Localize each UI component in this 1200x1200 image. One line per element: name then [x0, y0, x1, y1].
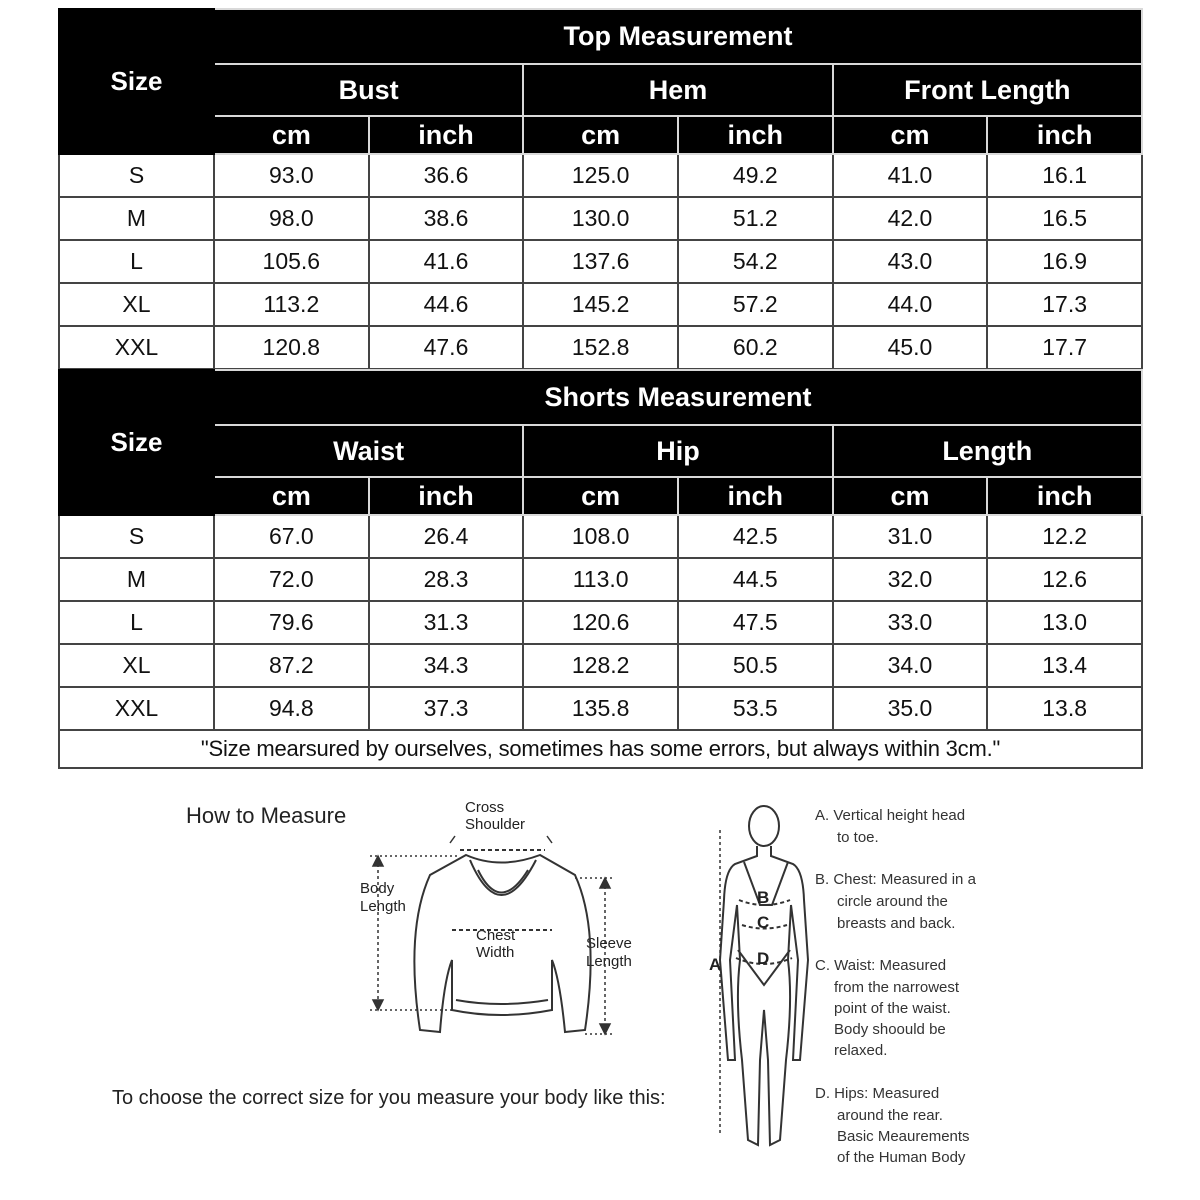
measurement-cell: 108.0	[523, 515, 678, 558]
marker-d: D	[757, 949, 770, 968]
unit-row	[59, 477, 1142, 515]
measurement-cell: 53.5	[678, 687, 833, 730]
unit-header: inch	[987, 116, 1142, 154]
group-header: Hip	[523, 425, 832, 477]
measurement-cell: 13.4	[987, 644, 1142, 687]
definition-line: relaxed.	[834, 1042, 888, 1059]
measurement-cell: 31.3	[369, 601, 524, 644]
body-length-label: Body	[360, 880, 395, 897]
measurement-cell: 47.5	[678, 601, 833, 644]
unit-header: inch	[678, 477, 833, 515]
measurement-cell: 130.0	[523, 197, 678, 240]
unit-header: cm	[833, 116, 988, 154]
group-header: Front Length	[833, 64, 1142, 116]
top-measurement-table	[58, 8, 1143, 370]
measurement-cell: 42.0	[833, 197, 988, 240]
measurement-cell: 94.8	[214, 687, 369, 730]
size-cell: XL	[59, 283, 214, 326]
chest-width-label: Chest	[476, 927, 516, 944]
measurement-cell: 16.5	[987, 197, 1142, 240]
choose-size-text: To choose the correct size for you measure your body like this:	[112, 1087, 666, 1109]
definition-line: of the Human Body	[837, 1149, 966, 1166]
shorts-body	[59, 515, 1142, 730]
chest-width-label: Width	[476, 944, 515, 961]
body-length-label: Length	[360, 898, 406, 915]
size-cell: M	[59, 197, 214, 240]
unit-row	[59, 116, 1142, 154]
measurement-cell: 98.0	[214, 197, 369, 240]
size-header: Size	[59, 370, 214, 515]
measurement-cell: 13.8	[987, 687, 1142, 730]
table-title: Top Measurement	[214, 9, 1142, 64]
marker-a: A	[709, 955, 722, 974]
size-cell: S	[59, 515, 214, 558]
measurement-cell: 145.2	[523, 283, 678, 326]
measurement-cell: 72.0	[214, 558, 369, 601]
definition-line: to toe.	[837, 829, 879, 846]
measurement-cell: 41.0	[833, 154, 988, 197]
measurement-cell: 16.1	[987, 154, 1142, 197]
size-cell: L	[59, 240, 214, 283]
table-title: Shorts Measurement	[214, 370, 1142, 425]
measurement-cell: 31.0	[833, 515, 988, 558]
sleeve-length-label: Sleeve	[586, 935, 632, 952]
measurement-cell: 60.2	[678, 326, 833, 369]
body-figure	[720, 806, 808, 1145]
table-row	[59, 515, 1142, 558]
measurement-cell: 135.8	[523, 687, 678, 730]
definition-line: D. Hips: Measured	[815, 1085, 940, 1102]
measurement-cell: 44.6	[369, 283, 524, 326]
table-row	[59, 558, 1142, 601]
unit-header: cm	[523, 116, 678, 154]
unit-header: inch	[369, 116, 524, 154]
measurement-cell: 44.5	[678, 558, 833, 601]
table-row	[59, 283, 1142, 326]
unit-header: inch	[678, 116, 833, 154]
measurement-cell: 113.2	[214, 283, 369, 326]
measurement-cell: 87.2	[214, 644, 369, 687]
definition-line: circle around the	[837, 893, 948, 910]
measurement-cell: 41.6	[369, 240, 524, 283]
cross-shoulder-label: Cross	[465, 799, 505, 816]
guide-title: How to Measure	[186, 803, 347, 828]
measurement-cell: 12.6	[987, 558, 1142, 601]
measurement-cell: 57.2	[678, 283, 833, 326]
measurement-cell: 36.6	[369, 154, 524, 197]
measurement-cell: 12.2	[987, 515, 1142, 558]
measurement-cell: 26.4	[369, 515, 524, 558]
measurement-cell: 17.7	[987, 326, 1142, 369]
measurement-cell: 42.5	[678, 515, 833, 558]
measurement-cell: 120.8	[214, 326, 369, 369]
table-row	[59, 154, 1142, 197]
how-to-measure-guide	[0, 770, 1200, 1200]
measurement-cell: 49.2	[678, 154, 833, 197]
definition-line: point of the waist.	[834, 1000, 951, 1017]
measurement-cell: 28.3	[369, 558, 524, 601]
measurement-cell: 93.0	[214, 154, 369, 197]
measurement-cell: 45.0	[833, 326, 988, 369]
measurement-cell: 17.3	[987, 283, 1142, 326]
definition-line: A. Vertical height head	[815, 807, 966, 824]
measurement-cell: 51.2	[678, 197, 833, 240]
group-header: Bust	[214, 64, 523, 116]
measurement-cell: 32.0	[833, 558, 988, 601]
measurement-cell: 34.3	[369, 644, 524, 687]
measurement-cell: 44.0	[833, 283, 988, 326]
measurement-cell: 43.0	[833, 240, 988, 283]
measurement-cell: 125.0	[523, 154, 678, 197]
measurement-cell: 47.6	[369, 326, 524, 369]
size-cell: M	[59, 558, 214, 601]
table-row	[59, 644, 1142, 687]
measurement-cell: 120.6	[523, 601, 678, 644]
measurement-cell: 152.8	[523, 326, 678, 369]
top-body	[59, 154, 1142, 369]
note-row	[59, 730, 1142, 768]
definition-line: B. Chest: Measured in a	[815, 871, 976, 888]
unit-header: cm	[523, 477, 678, 515]
measurement-cell: 79.6	[214, 601, 369, 644]
measurement-cell: 38.6	[369, 197, 524, 240]
table-row	[59, 601, 1142, 644]
measurement-cell: 137.6	[523, 240, 678, 283]
group-header: Waist	[214, 425, 523, 477]
size-header: Size	[59, 9, 214, 154]
marker-b: B	[757, 888, 770, 907]
unit-header: inch	[369, 477, 524, 515]
group-header: Length	[833, 425, 1142, 477]
table-row	[59, 240, 1142, 283]
measurement-cell: 67.0	[214, 515, 369, 558]
size-cell: S	[59, 154, 214, 197]
measurement-cell: 105.6	[214, 240, 369, 283]
measurement-cell: 128.2	[523, 644, 678, 687]
size-cell: L	[59, 601, 214, 644]
unit-header: cm	[214, 477, 369, 515]
measurement-cell: 16.9	[987, 240, 1142, 283]
definition-line: Basic Meaurements	[837, 1128, 970, 1145]
definition-line: from the narrowest	[834, 979, 960, 996]
definition-line: around the rear.	[837, 1107, 943, 1124]
definition-line: breasts and back.	[837, 915, 956, 932]
size-cell: XXL	[59, 687, 214, 730]
size-cell: XXL	[59, 326, 214, 369]
measurement-cell: 13.0	[987, 601, 1142, 644]
group-header: Hem	[523, 64, 832, 116]
measurement-cell: 113.0	[523, 558, 678, 601]
table-row	[59, 326, 1142, 369]
measurement-note: "Size mearsured by ourselves, sometimes has some errors, but always within 3cm."	[59, 730, 1142, 768]
shorts-measurement-table	[58, 369, 1143, 769]
table-row	[59, 197, 1142, 240]
measurement-cell: 34.0	[833, 644, 988, 687]
measurement-cell: 33.0	[833, 601, 988, 644]
definition-line: C. Waist: Measured	[815, 957, 947, 974]
marker-c: C	[757, 913, 770, 932]
sleeve-length-label: Length	[586, 953, 632, 970]
definition-line: Body shoould be	[834, 1021, 946, 1038]
measurement-cell: 35.0	[833, 687, 988, 730]
size-cell: XL	[59, 644, 214, 687]
unit-header: inch	[987, 477, 1142, 515]
measurement-cell: 37.3	[369, 687, 524, 730]
unit-header: cm	[214, 116, 369, 154]
cross-shoulder-label: Shoulder	[465, 816, 526, 833]
measurement-cell: 54.2	[678, 240, 833, 283]
measurement-cell: 50.5	[678, 644, 833, 687]
table-row	[59, 687, 1142, 730]
unit-header: cm	[833, 477, 988, 515]
